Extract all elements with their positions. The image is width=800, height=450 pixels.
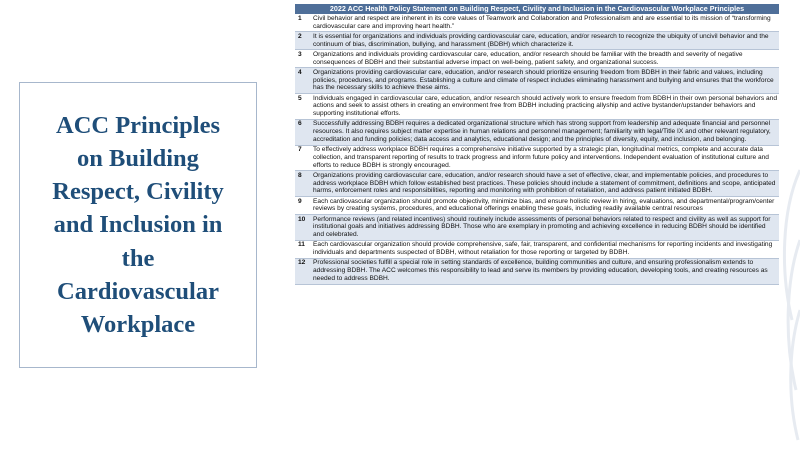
- title-panel: [19, 82, 257, 368]
- table-header: 2022 ACC Health Policy Statement on Building Respect, Civility and Inclusion in the Cardiovascular Workplace Principles: [295, 4, 779, 14]
- principle-number: 12: [295, 258, 311, 284]
- table-row: [295, 119, 779, 145]
- principle-number: 10: [295, 215, 311, 241]
- principle-number: 3: [295, 50, 311, 68]
- principle-number: 11: [295, 240, 311, 258]
- slide-title-line: Workplace: [80, 310, 196, 338]
- slide-title-line: Cardiovascular: [57, 277, 219, 305]
- slide-title: [46, 109, 229, 340]
- decorative-watermark: [770, 150, 800, 450]
- table-header-row: [295, 4, 779, 14]
- principle-text: It is essential for organizations and individuals providing cardiovascular care, education, and/or research to recognize the ubiquity of uncivil behavior and the continuum of bias, discrimination, bullying, and harassment (BDBH) which characterize it.: [311, 32, 779, 50]
- principles-table: [295, 4, 779, 285]
- principle-number: 4: [295, 68, 311, 94]
- table-row: [295, 197, 779, 215]
- table-row: [295, 94, 779, 120]
- principle-number: 8: [295, 171, 311, 197]
- table-row: [295, 240, 779, 258]
- slide-title-line: ACC Principles: [56, 112, 220, 140]
- principle-number: 2: [295, 32, 311, 50]
- principles-table-container: [295, 4, 779, 285]
- principle-text: Individuals engaged in cardiovascular care, education, and/or research should actively work to ensure freedom from BDBH in their own personal behaviors and actions and seek to assist others in creating an environment free from BDBH including practicing allyship and active bystander/upstander behaviors and supporting institutional efforts.: [311, 94, 779, 120]
- table-row: [295, 215, 779, 241]
- principle-text: Organizations providing cardiovascular care, education, and/or research should have a set of effective, clear, and implementable policies, and procedures to address workplace BDBH which follow established best practices. These policies should include a statement of commitment, definitions and scope, anticipated harms, enforcement roles and responsibilities, reporting and monitoring with prohibition of retaliation, and address patient initiated BDBH.: [311, 171, 779, 197]
- principle-text: Civil behavior and respect are inherent in its core values of Teamwork and Collaboration and Professionalism and are essential to its mission of “transforming cardiovascular care and improving heart health.”: [311, 14, 779, 32]
- slide-title-line: and Inclusion in: [53, 211, 223, 239]
- table-row: [295, 171, 779, 197]
- principle-text: Each cardiovascular organization should provide comprehensive, safe, fair, transparent, and confidential mechanisms for reporting incidents and investigating individuals and departments suspected of BDBH, without retaliation for those reporting or targeted by BDBH.: [311, 240, 779, 258]
- principle-number: 9: [295, 197, 311, 215]
- table-row: [295, 32, 779, 50]
- principle-text: Each cardiovascular organization should promote objectivity, minimize bias, and ensure holistic review in hiring, evaluations, and departmental/program/center reviews by creating systems, procedures, and educational offerings enabling these goals, including readily available central resources: [311, 197, 779, 215]
- table-row: [295, 258, 779, 284]
- principle-text: Successfully addressing BDBH requires a dedicated organizational structure which has strong support from leadership and adequate financial and personnel resources. It also requires subject matter expertise in human relations and personnel management; familiarity with legal/Title IX and other relevant regulatory, accreditation and funding policies; data access and analytics, educational design; and the principles of diversity, equity, and inclusion, and belonging.: [311, 119, 779, 145]
- principle-text: Organizations and individuals providing cardiovascular care, education, and/or research should be familiar with the breadth and severity of negative consequences of BDBH and their substantial adverse impact on well-being, patient safety, and organizational success.: [311, 50, 779, 68]
- principle-number: 6: [295, 119, 311, 145]
- principle-number: 1: [295, 14, 311, 32]
- principle-number: 7: [295, 145, 311, 171]
- slide-title-line: Respect, Civility: [52, 178, 224, 206]
- slide-title-line: the: [121, 244, 155, 272]
- table-row: [295, 14, 779, 32]
- principle-text: Organizations providing cardiovascular care, education, and/or research should prioritize ensuring freedom from BDBH in their fabric and values, including policies, procedures, and programs. Establishing a culture and climate of respect includes eliminating harassment and bullying and ensures that the workforce has the necessary skills to achieve these aims.: [311, 68, 779, 94]
- table-row: [295, 145, 779, 171]
- slide-title-line: on Building: [77, 145, 199, 173]
- table-row: [295, 50, 779, 68]
- principle-number: 5: [295, 94, 311, 120]
- principle-text: To effectively address workplace BDBH requires a comprehensive initiative supported by a strategic plan, longitudinal metrics, complete and accurate data collection, and transparent reporting of results to track progress and inform future policy and interventions. Independent evaluation of institutional culture and efforts to reduce BDBH is strongly encouraged.: [311, 145, 779, 171]
- principle-text: Performance reviews (and related incentives) should routinely include assessments of personal behaviors related to respect and civility as well as support for institutional goals and initiatives addressing BDBH. Those who are exemplary in promoting and achieving excellence in reducing BDBH should be identified and celebrated.: [311, 215, 779, 241]
- principle-text: Professional societies fulfill a special role in setting standards of excellence, building communities and culture, and ensuring professionalism extends to addressing BDBH. The ACC welcomes this responsibility to lead and serve its members by providing education, developing tools, and creating resources as needed to address BDBH.: [311, 258, 779, 284]
- table-row: [295, 68, 779, 94]
